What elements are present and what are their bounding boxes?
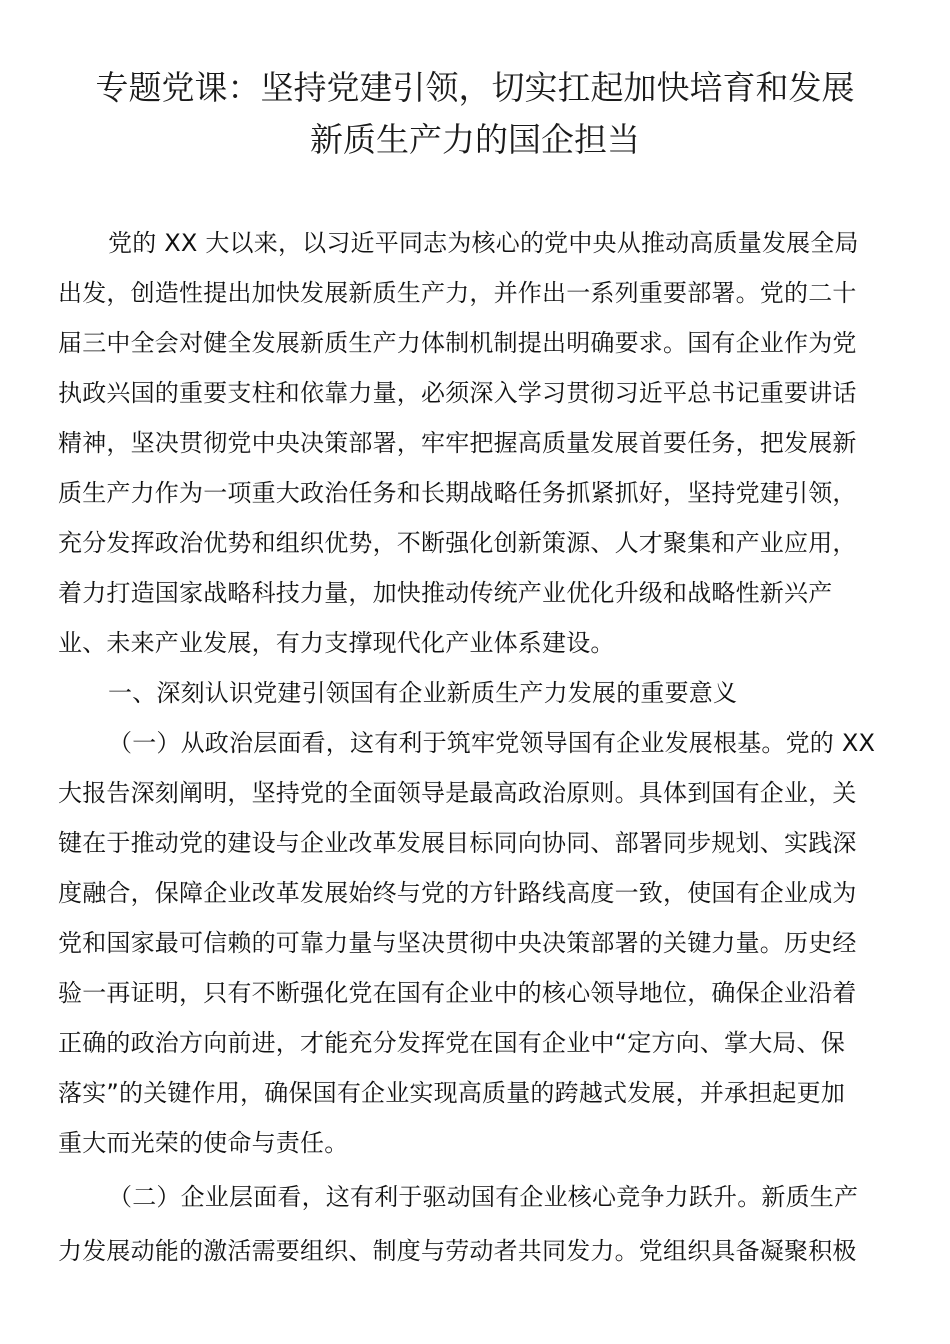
text-line: （一）从政治层面看，这有利于筑牢党领导国有企业发展根基。党的 XX bbox=[108, 729, 876, 757]
text-line: 党和国家最可信赖的可靠力量与坚决贯彻中央决策部署的关键力量。历史经 bbox=[58, 929, 857, 957]
text-line: 落实”的关键作用，确保国有企业实现高质量的跨越式发展，并承担起更加 bbox=[58, 1079, 846, 1107]
text-line: 键在于推动党的建设与企业改革发展目标同向协同、部署同步规划、实践深 bbox=[58, 829, 857, 857]
text-line: 出发，创造性提出加快发展新质生产力，并作出一系列重要部署。党的二十 bbox=[58, 279, 857, 307]
text-line: 届三中全会对健全发展新质生产力体制机制提出明确要求。国有企业作为党 bbox=[58, 329, 857, 357]
section-heading: 一、深刻认识党建引领国有企业新质生产力发展的重要意义 bbox=[108, 679, 738, 707]
document-body bbox=[58, 218, 890, 1276]
text-line: 力发展动能的激活需要组织、制度与劳动者共同发力。党组织具备凝聚积极 bbox=[58, 1237, 857, 1265]
text-line: 验一再证明，只有不断强化党在国有企业中的核心领导地位，确保企业沿着 bbox=[58, 979, 857, 1007]
title-line-1: 专题党课：坚持党建引领，切实扛起加快培育和发展 bbox=[95, 68, 855, 107]
text-line: （二）企业层面看，这有利于驱动国有企业核心竞争力跃升。新质生产 bbox=[108, 1183, 859, 1211]
text-line: 着力打造国家战略科技力量，加快推动传统产业优化升级和战略性新兴产 bbox=[58, 579, 833, 607]
document-title bbox=[40, 62, 910, 166]
text-line: 度融合，保障企业改革发展始终与党的方针路线高度一致，使国有企业成为 bbox=[58, 879, 857, 907]
text-line: 精神，坚决贯彻党中央决策部署，牢牢把握高质量发展首要任务，把发展新 bbox=[58, 429, 857, 457]
text-line: 重大而光荣的使命与责任。 bbox=[58, 1129, 349, 1157]
text-line: 充分发挥政治优势和组织优势，不断强化创新策源、人才聚集和产业应用， bbox=[58, 529, 857, 557]
text-line: 大报告深刻阐明，坚持党的全面领导是最高政治原则。具体到国有企业，关 bbox=[58, 779, 857, 807]
text-line: 业、未来产业发展，有力支撑现代化产业体系建设。 bbox=[58, 629, 615, 657]
text-line: 质生产力作为一项重大政治任务和长期战略任务抓紧抓好，坚持党建引领， bbox=[58, 479, 857, 507]
text-line: 正确的政治方向前进，才能充分发挥党在国有企业中“定方向、掌大局、保 bbox=[58, 1029, 846, 1057]
text-line: 党的 XX 大以来，以习近平同志为核心的党中央从推动高质量发展全局 bbox=[108, 229, 859, 257]
text-line: 执政兴国的重要支柱和依靠力量，必须深入学习贯彻习近平总书记重要讲话 bbox=[58, 379, 857, 407]
title-line-2: 新质生产力的国企担当 bbox=[310, 120, 640, 159]
